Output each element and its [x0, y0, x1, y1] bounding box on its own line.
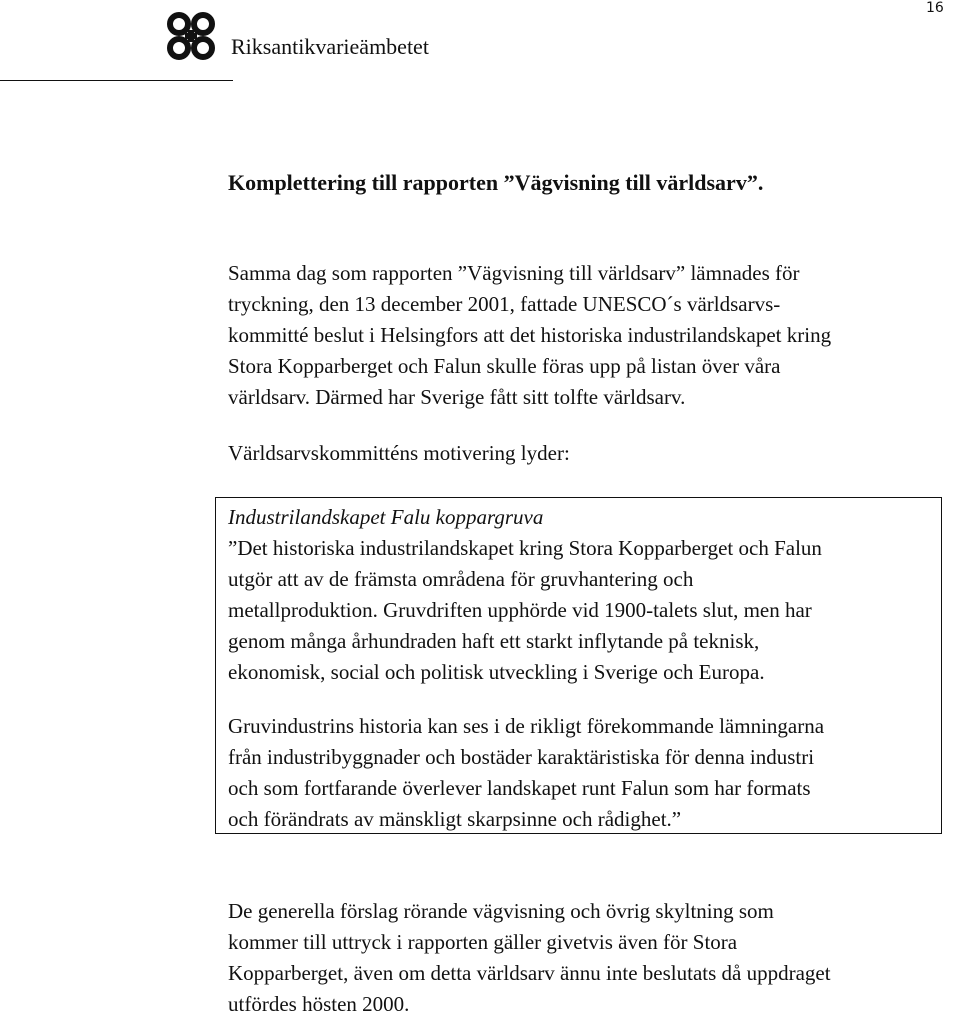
motivation-intro-text: Världsarvskommitténs motivering lyder:	[228, 441, 570, 465]
intro-line: världsarv. Därmed har Sverige fått sitt tolfte världsarv.	[228, 385, 686, 409]
header-divider	[0, 80, 233, 81]
quote-line: Gruvindustrins historia kan ses i de rikligt förekommande lämningarna	[228, 714, 825, 738]
document-title: Komplettering till rapporten ”Vägvisning till världsarv”.	[228, 170, 764, 195]
closing-paragraph	[228, 896, 948, 1020]
quote-line: ekonomisk, social och politisk utveckling i Sverige och Europa.	[228, 660, 765, 684]
closing-line: kommer till uttryck i rapporten gäller givetvis även för Stora	[228, 930, 738, 954]
intro-line: kommitté beslut i Helsingfors att det historiska industrilandskapet kring	[228, 323, 832, 347]
closing-line: utfördes hösten 2000.	[228, 992, 410, 1016]
intro-paragraph	[228, 258, 948, 413]
quote-line: utgör att av de främsta områdena för gruvhantering och	[228, 567, 694, 591]
intro-line: tryckning, den 13 december 2001, fattade UNESCO´s världsarvs-	[228, 292, 781, 316]
quote-line: från industribyggnader och bostäder karaktäristiska för denna industri	[228, 745, 815, 769]
intro-line: Stora Kopparberget och Falun skulle föras upp på listan över våra	[228, 354, 781, 378]
quote-heading: Industrilandskapet Falu koppargruva	[228, 505, 544, 529]
quote-paragraph-2	[228, 711, 948, 835]
quote-line: och förändrats av mänskligt skarpsinne och rådighet.”	[228, 807, 682, 831]
quote-line: och som fortfarande överlever landskapet runt Falun som har formats	[228, 776, 811, 800]
motivation-intro	[228, 438, 948, 469]
quote-line: metallproduktion. Gruvdriften upphörde vid 1900-talets slut, men har	[228, 598, 812, 622]
closing-line: De generella förslag rörande vägvisning och övrig skyltning som	[228, 899, 774, 923]
quote-line: ”Det historiska industrilandskapet kring Stora Kopparberget och Falun	[228, 536, 822, 560]
quote-paragraph-1	[228, 502, 948, 688]
org-name: Riksantikvarieämbetet	[231, 34, 429, 59]
intro-line: Samma dag som rapporten ”Vägvisning till världsarv” lämnades för	[228, 261, 800, 285]
quote-line: genom många århundraden haft ett starkt inflytande på teknisk,	[228, 629, 760, 653]
page-number: 16	[926, 0, 944, 16]
closing-line: Kopparberget, även om detta världsarv ännu inte beslutats då uppdraget	[228, 961, 831, 985]
riksantikvarieambetet-logo-icon	[163, 8, 219, 64]
header-logo-block	[163, 8, 483, 68]
